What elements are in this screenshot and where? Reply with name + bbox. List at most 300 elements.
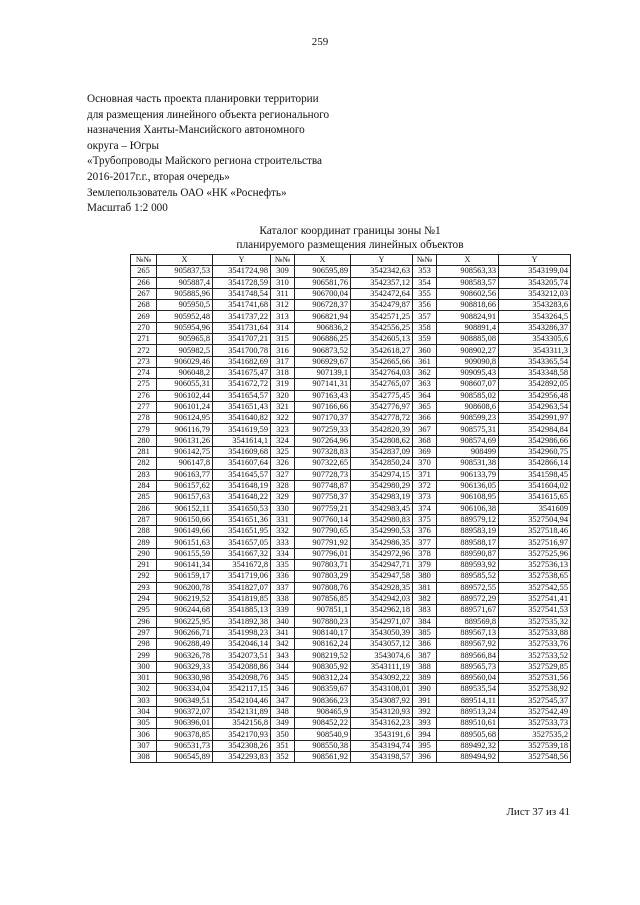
y-coordinate-cell: 3542837,09 — [351, 447, 413, 458]
point-number-cell: 391 — [413, 695, 437, 706]
point-number-cell: 277 — [131, 401, 157, 412]
x-coordinate-cell: 906873,52 — [295, 345, 351, 356]
x-coordinate-cell: 908818,66 — [437, 300, 499, 311]
y-coordinate-cell: 3543092,22 — [351, 672, 413, 683]
x-coordinate-cell: 908140,17 — [295, 627, 351, 638]
point-number-cell: 335 — [271, 560, 295, 571]
point-number-cell: 370 — [413, 458, 437, 469]
table-row — [131, 435, 571, 446]
y-coordinate-cell: 3541667,32 — [213, 548, 271, 559]
x-coordinate-cell: 907728,73 — [295, 469, 351, 480]
point-number-cell: 309 — [271, 266, 295, 277]
y-coordinate-cell: 3542980,29 — [351, 480, 413, 491]
y-coordinate-cell: 3541707,21 — [213, 334, 271, 345]
y-coordinate-cell: 3542156,8 — [213, 718, 271, 729]
header-line: назначения Ханты-Мансийского автономного — [87, 124, 305, 137]
x-coordinate-cell: 889567,92 — [437, 639, 499, 650]
y-coordinate-cell: 3542571,25 — [351, 311, 413, 322]
y-coordinate-cell: 3527548,56 — [499, 752, 571, 763]
x-coordinate-cell: 889572,29 — [437, 593, 499, 604]
y-coordinate-cell: 3542892,05 — [499, 379, 571, 390]
sheet-label: Лист 37 из 41 — [506, 806, 570, 818]
x-coordinate-cell: 907166,66 — [295, 401, 351, 412]
point-number-cell: 394 — [413, 729, 437, 740]
y-coordinate-cell: 3542170,93 — [213, 729, 271, 740]
x-coordinate-cell: 889569,8 — [437, 616, 499, 627]
column-header: №№ — [271, 255, 295, 266]
point-number-cell: 272 — [131, 345, 157, 356]
point-number-cell: 313 — [271, 311, 295, 322]
page-number: 259 — [311, 36, 329, 48]
x-coordinate-cell: 889505,68 — [437, 729, 499, 740]
point-number-cell: 339 — [271, 605, 295, 616]
header-line: для размещения линейного объекта регионального — [87, 108, 330, 121]
table-row — [131, 367, 571, 378]
x-coordinate-cell: 906163,77 — [157, 469, 213, 480]
y-coordinate-cell: 3541700,78 — [213, 345, 271, 356]
y-coordinate-cell: 3542962,18 — [351, 605, 413, 616]
x-coordinate-cell: 906531,73 — [157, 740, 213, 751]
point-number-cell: 355 — [413, 288, 437, 299]
y-coordinate-cell: 3541675,47 — [213, 367, 271, 378]
y-coordinate-cell: 3542556,25 — [351, 322, 413, 333]
point-number-cell: 341 — [271, 627, 295, 638]
x-coordinate-cell: 907790,65 — [295, 526, 351, 537]
x-coordinate-cell: 909090,8 — [437, 356, 499, 367]
y-coordinate-cell: 3542342,63 — [351, 266, 413, 277]
x-coordinate-cell: 889583,19 — [437, 526, 499, 537]
table-row — [131, 616, 571, 627]
point-number-cell: 354 — [413, 277, 437, 288]
x-coordinate-cell: 906155,59 — [157, 548, 213, 559]
point-number-cell: 330 — [271, 503, 295, 514]
table-row — [131, 266, 571, 277]
x-coordinate-cell: 905885,96 — [157, 288, 213, 299]
y-coordinate-cell: 3541657,05 — [213, 537, 271, 548]
y-coordinate-cell: 3527518,46 — [499, 526, 571, 537]
point-number-cell: 296 — [131, 616, 157, 627]
point-number-cell: 376 — [413, 526, 437, 537]
point-number-cell: 358 — [413, 322, 437, 333]
point-number-cell: 365 — [413, 401, 437, 412]
table-row — [131, 503, 571, 514]
table-row — [131, 447, 571, 458]
y-coordinate-cell: 3541682,69 — [213, 356, 271, 367]
x-coordinate-cell: 906124,95 — [157, 413, 213, 424]
y-coordinate-cell: 3527545,37 — [499, 695, 571, 706]
point-number-cell: 360 — [413, 345, 437, 356]
y-coordinate-cell: 3541619,59 — [213, 424, 271, 435]
table-row — [131, 650, 571, 661]
table-row — [131, 548, 571, 559]
x-coordinate-cell: 908599,23 — [437, 413, 499, 424]
table-row — [131, 469, 571, 480]
x-coordinate-cell: 907856,85 — [295, 593, 351, 604]
point-number-cell: 329 — [271, 492, 295, 503]
x-coordinate-cell: 908162,24 — [295, 639, 351, 650]
table-row — [131, 480, 571, 491]
x-coordinate-cell: 906159,17 — [157, 571, 213, 582]
x-coordinate-cell: 906288,49 — [157, 639, 213, 650]
x-coordinate-cell: 906349,51 — [157, 695, 213, 706]
document-header — [87, 92, 387, 217]
x-coordinate-cell: 906219,52 — [157, 593, 213, 604]
point-number-cell: 367 — [413, 424, 437, 435]
point-number-cell: 293 — [131, 582, 157, 593]
x-coordinate-cell: 907803,71 — [295, 560, 351, 571]
point-number-cell: 319 — [271, 379, 295, 390]
x-coordinate-cell: 889513,24 — [437, 706, 499, 717]
point-number-cell: 305 — [131, 718, 157, 729]
point-number-cell: 332 — [271, 526, 295, 537]
y-coordinate-cell: 3541615,65 — [499, 492, 571, 503]
x-coordinate-cell: 908312,24 — [295, 672, 351, 683]
point-number-cell: 385 — [413, 627, 437, 638]
point-number-cell: 361 — [413, 356, 437, 367]
x-coordinate-cell: 906147,8 — [157, 458, 213, 469]
y-coordinate-cell: 3541648,22 — [213, 492, 271, 503]
y-coordinate-cell: 3542866,14 — [499, 458, 571, 469]
point-number-cell: 269 — [131, 311, 157, 322]
y-coordinate-cell: 3541885,13 — [213, 605, 271, 616]
point-number-cell: 366 — [413, 413, 437, 424]
point-number-cell: 314 — [271, 322, 295, 333]
x-coordinate-cell: 906150,66 — [157, 514, 213, 525]
y-coordinate-cell: 3543162,23 — [351, 718, 413, 729]
y-coordinate-cell: 3543283,6 — [499, 300, 571, 311]
x-coordinate-cell: 906108,95 — [437, 492, 499, 503]
y-coordinate-cell: 3542972,96 — [351, 548, 413, 559]
x-coordinate-cell: 908531,38 — [437, 458, 499, 469]
point-number-cell: 279 — [131, 424, 157, 435]
point-number-cell: 288 — [131, 526, 157, 537]
x-coordinate-cell: 906266,71 — [157, 627, 213, 638]
x-coordinate-cell: 906886,25 — [295, 334, 351, 345]
point-number-cell: 299 — [131, 650, 157, 661]
point-number-cell: 331 — [271, 514, 295, 525]
table-row — [131, 311, 571, 322]
y-coordinate-cell: 3541741,68 — [213, 300, 271, 311]
point-number-cell: 383 — [413, 605, 437, 616]
x-coordinate-cell: 905887,4 — [157, 277, 213, 288]
point-number-cell: 306 — [131, 729, 157, 740]
x-coordinate-cell: 907791,92 — [295, 537, 351, 548]
y-coordinate-cell: 3542665,66 — [351, 356, 413, 367]
y-coordinate-cell: 3541614,1 — [213, 435, 271, 446]
table-row — [131, 514, 571, 525]
x-coordinate-cell: 906595,89 — [295, 266, 351, 277]
point-number-cell: 356 — [413, 300, 437, 311]
x-coordinate-cell: 906330,98 — [157, 672, 213, 683]
point-number-cell: 303 — [131, 695, 157, 706]
x-coordinate-cell: 907759,21 — [295, 503, 351, 514]
point-number-cell: 392 — [413, 706, 437, 717]
x-coordinate-cell: 889579,12 — [437, 514, 499, 525]
point-number-cell: 351 — [271, 740, 295, 751]
point-number-cell: 280 — [131, 435, 157, 446]
y-coordinate-cell: 3543057,12 — [351, 639, 413, 650]
y-coordinate-cell: 3541819,85 — [213, 593, 271, 604]
x-coordinate-cell: 906700,04 — [295, 288, 351, 299]
point-number-cell: 345 — [271, 672, 295, 683]
x-coordinate-cell: 908366,23 — [295, 695, 351, 706]
table-row — [131, 684, 571, 695]
y-coordinate-cell: 3527525,96 — [499, 548, 571, 559]
y-coordinate-cell: 3543199,04 — [499, 266, 571, 277]
point-number-cell: 380 — [413, 571, 437, 582]
x-coordinate-cell: 906372,07 — [157, 706, 213, 717]
table-row — [131, 424, 571, 435]
point-number-cell: 290 — [131, 548, 157, 559]
point-number-cell: 265 — [131, 266, 157, 277]
y-coordinate-cell: 3527538,92 — [499, 684, 571, 695]
x-coordinate-cell: 907760,14 — [295, 514, 351, 525]
y-coordinate-cell: 3542293,83 — [213, 752, 271, 763]
table-row — [131, 571, 571, 582]
table-row — [131, 537, 571, 548]
point-number-cell: 395 — [413, 740, 437, 751]
point-number-cell: 274 — [131, 367, 157, 378]
table-row — [131, 458, 571, 469]
y-coordinate-cell: 3541648,19 — [213, 480, 271, 491]
point-number-cell: 300 — [131, 661, 157, 672]
point-number-cell: 357 — [413, 311, 437, 322]
x-coordinate-cell: 907803,29 — [295, 571, 351, 582]
x-coordinate-cell: 906334,04 — [157, 684, 213, 695]
column-header: X — [295, 255, 351, 266]
point-number-cell: 324 — [271, 435, 295, 446]
y-coordinate-cell: 3543111,19 — [351, 661, 413, 672]
x-coordinate-cell: 906244,68 — [157, 605, 213, 616]
x-coordinate-cell: 889535,54 — [437, 684, 499, 695]
table-row — [131, 672, 571, 683]
y-coordinate-cell: 3541609,68 — [213, 447, 271, 458]
x-coordinate-cell: 906029,46 — [157, 356, 213, 367]
point-number-cell: 375 — [413, 514, 437, 525]
point-number-cell: 317 — [271, 356, 295, 367]
x-coordinate-cell: 907170,37 — [295, 413, 351, 424]
x-coordinate-cell: 908891,4 — [437, 322, 499, 333]
y-coordinate-cell: 3542928,35 — [351, 582, 413, 593]
point-number-cell: 333 — [271, 537, 295, 548]
point-number-cell: 347 — [271, 695, 295, 706]
point-number-cell: 286 — [131, 503, 157, 514]
y-coordinate-cell: 3542947,58 — [351, 571, 413, 582]
point-number-cell: 267 — [131, 288, 157, 299]
y-coordinate-cell: 3541672,8 — [213, 560, 271, 571]
x-coordinate-cell: 905952,48 — [157, 311, 213, 322]
x-coordinate-cell: 905982,5 — [157, 345, 213, 356]
y-coordinate-cell: 3527504,94 — [499, 514, 571, 525]
x-coordinate-cell: 907796,01 — [295, 548, 351, 559]
y-coordinate-cell: 3541748,54 — [213, 288, 271, 299]
y-coordinate-cell: 3542947,71 — [351, 560, 413, 571]
column-header: Y — [351, 255, 413, 266]
point-number-cell: 316 — [271, 345, 295, 356]
y-coordinate-cell: 3541651,95 — [213, 526, 271, 537]
point-number-cell: 310 — [271, 277, 295, 288]
point-number-cell: 308 — [131, 752, 157, 763]
point-number-cell: 393 — [413, 718, 437, 729]
x-coordinate-cell: 906131,26 — [157, 435, 213, 446]
table-row — [131, 729, 571, 740]
y-coordinate-cell: 3543212,03 — [499, 288, 571, 299]
point-number-cell: 284 — [131, 480, 157, 491]
x-coordinate-cell: 908563,33 — [437, 266, 499, 277]
point-number-cell: 328 — [271, 480, 295, 491]
x-coordinate-cell: 908561,92 — [295, 752, 351, 763]
point-number-cell: 342 — [271, 639, 295, 650]
x-coordinate-cell: 907141,31 — [295, 379, 351, 390]
y-coordinate-cell: 3542963,54 — [499, 401, 571, 412]
point-number-cell: 369 — [413, 447, 437, 458]
point-number-cell: 396 — [413, 752, 437, 763]
y-coordinate-cell: 3543191,6 — [351, 729, 413, 740]
y-coordinate-cell: 3542357,12 — [351, 277, 413, 288]
y-coordinate-cell: 3541651,43 — [213, 401, 271, 412]
y-coordinate-cell: 3541609 — [499, 503, 571, 514]
point-number-cell: 334 — [271, 548, 295, 559]
catalog-title — [130, 224, 570, 252]
table-row — [131, 706, 571, 717]
x-coordinate-cell: 908885,08 — [437, 334, 499, 345]
x-coordinate-cell: 889494,92 — [437, 752, 499, 763]
point-number-cell: 368 — [413, 435, 437, 446]
x-coordinate-cell: 906136,05 — [437, 480, 499, 491]
y-coordinate-cell: 3527541,53 — [499, 605, 571, 616]
table-row — [131, 718, 571, 729]
y-coordinate-cell: 3527516,97 — [499, 537, 571, 548]
y-coordinate-cell: 3542850,24 — [351, 458, 413, 469]
table-row — [131, 582, 571, 593]
point-number-cell: 337 — [271, 582, 295, 593]
y-coordinate-cell: 3543264,5 — [499, 311, 571, 322]
table-row — [131, 695, 571, 706]
point-number-cell: 297 — [131, 627, 157, 638]
y-coordinate-cell: 3527533,52 — [499, 650, 571, 661]
y-coordinate-cell: 3541654,57 — [213, 390, 271, 401]
point-number-cell: 323 — [271, 424, 295, 435]
x-coordinate-cell: 908465,9 — [295, 706, 351, 717]
point-number-cell: 282 — [131, 458, 157, 469]
x-coordinate-cell: 907748,87 — [295, 480, 351, 491]
y-coordinate-cell: 3542117,15 — [213, 684, 271, 695]
table-row — [131, 345, 571, 356]
point-number-cell: 388 — [413, 661, 437, 672]
table-row — [131, 627, 571, 638]
x-coordinate-cell: 906151,63 — [157, 537, 213, 548]
y-coordinate-cell: 3527542,55 — [499, 582, 571, 593]
x-coordinate-cell: 906106,38 — [437, 503, 499, 514]
y-coordinate-cell: 3541651,36 — [213, 514, 271, 525]
x-coordinate-cell: 906157,63 — [157, 492, 213, 503]
column-header: №№ — [413, 255, 437, 266]
point-number-cell: 275 — [131, 379, 157, 390]
point-number-cell: 302 — [131, 684, 157, 695]
point-number-cell: 336 — [271, 571, 295, 582]
x-coordinate-cell: 889588,17 — [437, 537, 499, 548]
point-number-cell: 372 — [413, 480, 437, 491]
y-coordinate-cell: 3541731,64 — [213, 322, 271, 333]
x-coordinate-cell: 907758,37 — [295, 492, 351, 503]
point-number-cell: 379 — [413, 560, 437, 571]
x-coordinate-cell: 889492,32 — [437, 740, 499, 751]
y-coordinate-cell: 3542088,86 — [213, 661, 271, 672]
header-line: Масштаб 1:2 000 — [87, 202, 168, 215]
x-coordinate-cell: 889567,13 — [437, 627, 499, 638]
x-coordinate-cell: 889593,92 — [437, 560, 499, 571]
point-number-cell: 307 — [131, 740, 157, 751]
y-coordinate-cell: 3543074,6 — [351, 650, 413, 661]
y-coordinate-cell: 3527529,85 — [499, 661, 571, 672]
x-coordinate-cell: 907264,96 — [295, 435, 351, 446]
x-coordinate-cell: 906157,62 — [157, 480, 213, 491]
point-number-cell: 291 — [131, 560, 157, 571]
y-coordinate-cell: 3541827,07 — [213, 582, 271, 593]
x-coordinate-cell: 889566,84 — [437, 650, 499, 661]
x-coordinate-cell: 908540,9 — [295, 729, 351, 740]
y-coordinate-cell: 3541640,82 — [213, 413, 271, 424]
y-coordinate-cell: 3543050,39 — [351, 627, 413, 638]
y-coordinate-cell: 3527541,41 — [499, 593, 571, 604]
x-coordinate-cell: 907259,33 — [295, 424, 351, 435]
y-coordinate-cell: 3542808,62 — [351, 435, 413, 446]
point-number-cell: 378 — [413, 548, 437, 559]
y-coordinate-cell: 3543198,57 — [351, 752, 413, 763]
x-coordinate-cell: 905950,5 — [157, 300, 213, 311]
table-row — [131, 334, 571, 345]
y-coordinate-cell: 3542986,35 — [351, 537, 413, 548]
table-row — [131, 605, 571, 616]
point-number-cell: 276 — [131, 390, 157, 401]
y-coordinate-cell: 3541650,53 — [213, 503, 271, 514]
y-coordinate-cell: 3542098,76 — [213, 672, 271, 683]
x-coordinate-cell: 908359,67 — [295, 684, 351, 695]
y-coordinate-cell: 3541604,02 — [499, 480, 571, 491]
point-number-cell: 325 — [271, 447, 295, 458]
y-coordinate-cell: 3541728,59 — [213, 277, 271, 288]
point-number-cell: 322 — [271, 413, 295, 424]
point-number-cell: 363 — [413, 379, 437, 390]
x-coordinate-cell: 908575,31 — [437, 424, 499, 435]
point-number-cell: 266 — [131, 277, 157, 288]
x-coordinate-cell: 906378,85 — [157, 729, 213, 740]
x-coordinate-cell: 907851,1 — [295, 605, 351, 616]
y-coordinate-cell: 3542131,89 — [213, 706, 271, 717]
point-number-cell: 346 — [271, 684, 295, 695]
table-row — [131, 593, 571, 604]
x-coordinate-cell: 906200,78 — [157, 582, 213, 593]
header-line: 2016-2017г.г., вторая очередь» — [87, 170, 230, 183]
table-row — [131, 740, 571, 751]
x-coordinate-cell: 906116,79 — [157, 424, 213, 435]
point-number-cell: 382 — [413, 593, 437, 604]
y-coordinate-cell: 3542479,87 — [351, 300, 413, 311]
y-coordinate-cell: 3542073,51 — [213, 650, 271, 661]
point-number-cell: 320 — [271, 390, 295, 401]
x-coordinate-cell: 906836,2 — [295, 322, 351, 333]
x-coordinate-cell: 889572,55 — [437, 582, 499, 593]
y-coordinate-cell: 3543194,74 — [351, 740, 413, 751]
x-coordinate-cell: 906102,44 — [157, 390, 213, 401]
point-number-cell: 389 — [413, 672, 437, 683]
x-coordinate-cell: 908608,6 — [437, 401, 499, 412]
y-coordinate-cell: 3527535,32 — [499, 616, 571, 627]
y-coordinate-cell: 3542983,45 — [351, 503, 413, 514]
column-header: Y — [499, 255, 571, 266]
point-number-cell: 373 — [413, 492, 437, 503]
x-coordinate-cell: 909095,43 — [437, 367, 499, 378]
